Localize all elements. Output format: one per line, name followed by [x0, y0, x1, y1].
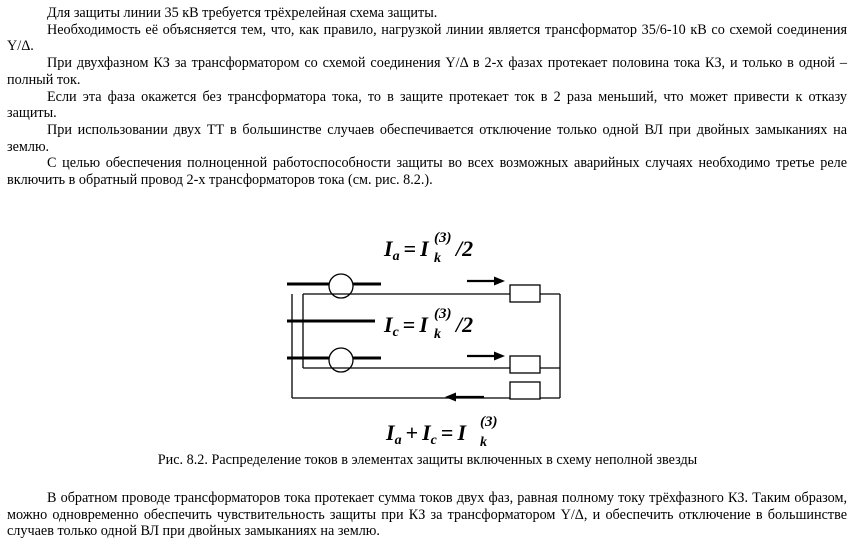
svg-text:Ic=I: Ic = I — [384, 312, 428, 340]
svg-text:(3): (3) — [480, 414, 498, 430]
arrow-left-icon — [445, 393, 484, 402]
svg-text:(3): (3) — [434, 306, 452, 322]
figure-caption: Рис. 8.2. Распределение токов в элементах защиты включенных в схему неполной звезды — [157, 452, 698, 468]
formula-sum — [385, 414, 498, 450]
svg-text:Ia+Ic=I: Ia + Ic = I — [386, 420, 466, 448]
paragraph: Для защиты линии 35 кВ требуется трёхрелейная схема защиты. — [47, 5, 438, 21]
relay-a — [510, 285, 540, 302]
svg-text:k: k — [434, 251, 441, 266]
paragraph: Необходимость её объясняется тем, что, как правило, нагрузкой линии является трансформатор 35/6-10 кВ со схемой соединения Y/Δ. — [7, 21, 847, 55]
formula-ia — [383, 230, 473, 266]
paragraph: В обратном проводе трансформаторов тока протекает сумма токов двух фаз, равная полному току трёхфазного КЗ. Таким образом, можно одновременно обеспечить чувствительность защиты при КЗ за трансформатором Y/Δ, и обеспечить отключение в большинстве случаев только одной ВЛ при двойных замыканиях на землю. — [7, 490, 847, 540]
svg-text:/2: /2 — [456, 312, 474, 337]
paragraph: С целью обеспечения полноценной работоспособности защиты во всех возможных аварийных случаях необходимо третье реле включить в обратный провод 2-х трансформаторов тока (см. рис. 8.2.). — [7, 155, 847, 189]
arrow-right-icon — [467, 352, 505, 361]
relay-c — [510, 356, 540, 373]
svg-text:Ia=I: Ia = I — [384, 236, 429, 264]
svg-text:(3): (3) — [434, 230, 452, 246]
svg-text:k: k — [434, 327, 441, 342]
arrow-right-icon — [467, 277, 505, 286]
paragraph: При использовании двух ТТ в большинстве случаев обеспечивается отключение только одной ВЛ при двойных замыканиях на землю. — [7, 121, 847, 155]
svg-text:/2: /2 — [456, 236, 474, 261]
paragraph: Если эта фаза окажется без трансформатора тока, то в защите протекает ток в 2 раза меньший, что может привести к отказу защиты. — [7, 88, 847, 122]
formula-ic — [383, 306, 473, 342]
svg-text:k: k — [480, 435, 487, 450]
relay-return — [510, 382, 540, 399]
paragraph: При двухфазном КЗ за трансформатором со схемой соединения Y/Δ в 2-х фазах протекает половина тока КЗ, и только в одной – полный ток. — [7, 55, 847, 88]
bottom-text-block — [7, 490, 847, 540]
